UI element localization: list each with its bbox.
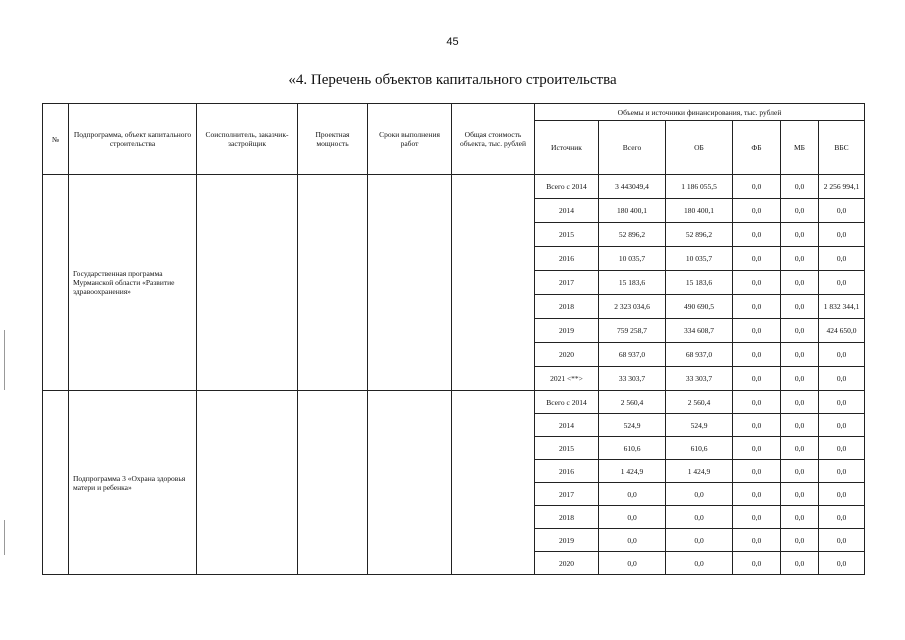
cell-vbs: 424 650,0 [819, 319, 865, 343]
cell-vsego: 1 424,9 [599, 460, 666, 483]
cell-fb: 0,0 [733, 506, 781, 529]
cell-fb: 0,0 [733, 460, 781, 483]
cell-vsego: 180 400,1 [599, 199, 666, 223]
cell-ob: 33 303,7 [666, 367, 733, 391]
cell-ob: 490 690,5 [666, 295, 733, 319]
header-source: Источник [535, 121, 599, 175]
cell-vsego: 10 035,7 [599, 247, 666, 271]
cell-terms [368, 175, 452, 391]
cell-mb: 0,0 [781, 506, 819, 529]
table-header [43, 104, 865, 175]
cell-fb: 0,0 [733, 483, 781, 506]
cell-ob: 524,9 [666, 414, 733, 437]
cell-mb: 0,0 [781, 414, 819, 437]
cell-fb: 0,0 [733, 175, 781, 199]
header-mb: МБ [781, 121, 819, 175]
header-vbs: ВБС [819, 121, 865, 175]
cell-mb: 0,0 [781, 175, 819, 199]
cell-source: 2021 <**> [535, 367, 599, 391]
cell-mb: 0,0 [781, 319, 819, 343]
block-label: Подпрограмма 3 «Охрана здоровья матери и ребенка» [69, 391, 197, 575]
cell-ob: 1 424,9 [666, 460, 733, 483]
cell-fb: 0,0 [733, 295, 781, 319]
table-row [43, 175, 865, 199]
cell-vsego: 15 183,6 [599, 271, 666, 295]
cell-total-cost [452, 175, 535, 391]
cell-fb: 0,0 [733, 437, 781, 460]
cell-num [43, 391, 69, 575]
cell-vsego: 3 443049,4 [599, 175, 666, 199]
scan-margin-mark [4, 520, 5, 555]
cell-vsego: 0,0 [599, 529, 666, 552]
cell-vbs: 2 256 994,1 [819, 175, 865, 199]
cell-source: 2015 [535, 437, 599, 460]
cell-fb: 0,0 [733, 271, 781, 295]
cell-vbs: 0,0 [819, 271, 865, 295]
cell-mb: 0,0 [781, 460, 819, 483]
table-row [43, 391, 865, 414]
cell-fb: 0,0 [733, 247, 781, 271]
cell-ob: 0,0 [666, 529, 733, 552]
cell-vsego: 2 560,4 [599, 391, 666, 414]
cell-fb: 0,0 [733, 552, 781, 575]
cell-ob: 68 937,0 [666, 343, 733, 367]
header-fb: ФБ [733, 121, 781, 175]
cell-mb: 0,0 [781, 483, 819, 506]
cell-ob: 10 035,7 [666, 247, 733, 271]
header-total-cost: Общая стоимость объекта, тыс. рублей [452, 104, 535, 175]
cell-num [43, 175, 69, 391]
cell-ob: 0,0 [666, 552, 733, 575]
cell-ob: 334 608,7 [666, 319, 733, 343]
cell-fb: 0,0 [733, 319, 781, 343]
cell-executor [197, 391, 298, 575]
cell-mb: 0,0 [781, 223, 819, 247]
cell-fb: 0,0 [733, 367, 781, 391]
header-vsego: Всего [599, 121, 666, 175]
cell-ob: 52 896,2 [666, 223, 733, 247]
cell-vbs: 0,0 [819, 483, 865, 506]
cell-vbs: 0,0 [819, 199, 865, 223]
cell-mb: 0,0 [781, 437, 819, 460]
capital-construction-table [42, 103, 865, 575]
cell-vsego: 610,6 [599, 437, 666, 460]
cell-vbs: 0,0 [819, 343, 865, 367]
cell-vsego: 524,9 [599, 414, 666, 437]
cell-ob: 15 183,6 [666, 271, 733, 295]
cell-total-cost [452, 391, 535, 575]
cell-capacity [298, 391, 368, 575]
cell-source: 2020 [535, 552, 599, 575]
cell-vbs: 1 832 344,1 [819, 295, 865, 319]
cell-fb: 0,0 [733, 343, 781, 367]
cell-vsego: 0,0 [599, 552, 666, 575]
cell-vbs: 0,0 [819, 437, 865, 460]
cell-ob: 1 186 055,5 [666, 175, 733, 199]
cell-source: 2018 [535, 295, 599, 319]
cell-executor [197, 175, 298, 391]
cell-vsego: 33 303,7 [599, 367, 666, 391]
cell-source: 2020 [535, 343, 599, 367]
cell-mb: 0,0 [781, 271, 819, 295]
cell-vbs: 0,0 [819, 460, 865, 483]
scan-margin-mark [4, 330, 5, 390]
table-body [43, 175, 865, 575]
cell-vsego: 68 937,0 [599, 343, 666, 367]
block-label: Государственная программа Мурманской области «Развитие здравоохранения» [69, 175, 197, 391]
cell-ob: 610,6 [666, 437, 733, 460]
cell-fb: 0,0 [733, 223, 781, 247]
cell-mb: 0,0 [781, 367, 819, 391]
cell-fb: 0,0 [733, 391, 781, 414]
cell-ob: 180 400,1 [666, 199, 733, 223]
cell-source: 2014 [535, 414, 599, 437]
cell-source: 2017 [535, 271, 599, 295]
cell-vsego: 0,0 [599, 506, 666, 529]
cell-mb: 0,0 [781, 529, 819, 552]
cell-vbs: 0,0 [819, 529, 865, 552]
cell-vbs: 0,0 [819, 367, 865, 391]
cell-vsego: 52 896,2 [599, 223, 666, 247]
header-financing-group: Объемы и источники финансирования, тыс. рублей [535, 104, 865, 121]
cell-source: 2014 [535, 199, 599, 223]
cell-capacity [298, 175, 368, 391]
cell-fb: 0,0 [733, 199, 781, 223]
header-capacity: Проектная мощность [298, 104, 368, 175]
cell-ob: 0,0 [666, 483, 733, 506]
cell-source: 2018 [535, 506, 599, 529]
cell-vbs: 0,0 [819, 247, 865, 271]
cell-mb: 0,0 [781, 391, 819, 414]
cell-mb: 0,0 [781, 247, 819, 271]
cell-vbs: 0,0 [819, 506, 865, 529]
cell-vbs: 0,0 [819, 223, 865, 247]
cell-vsego: 0,0 [599, 483, 666, 506]
cell-ob: 2 560,4 [666, 391, 733, 414]
cell-vbs: 0,0 [819, 391, 865, 414]
header-executor: Соисполнитель, заказчик-застройщик [197, 104, 298, 175]
cell-source: 2019 [535, 529, 599, 552]
cell-source: 2019 [535, 319, 599, 343]
cell-vbs: 0,0 [819, 552, 865, 575]
cell-terms [368, 391, 452, 575]
header-ob: ОБ [666, 121, 733, 175]
cell-source: Всего с 2014 [535, 391, 599, 414]
header-num: № [43, 104, 69, 175]
page-number: 45 [446, 36, 459, 48]
cell-mb: 0,0 [781, 295, 819, 319]
header-terms: Сроки выполнения работ [368, 104, 452, 175]
cell-mb: 0,0 [781, 199, 819, 223]
cell-mb: 0,0 [781, 552, 819, 575]
cell-fb: 0,0 [733, 414, 781, 437]
cell-ob: 0,0 [666, 506, 733, 529]
cell-source: 2016 [535, 460, 599, 483]
cell-fb: 0,0 [733, 529, 781, 552]
cell-vsego: 759 258,7 [599, 319, 666, 343]
header-subprogram: Подпрограмма, объект капитального строительства [69, 104, 197, 175]
cell-source: 2017 [535, 483, 599, 506]
cell-source: 2015 [535, 223, 599, 247]
cell-source: 2016 [535, 247, 599, 271]
cell-mb: 0,0 [781, 343, 819, 367]
cell-vsego: 2 323 034,6 [599, 295, 666, 319]
document-title: «4. Перечень объектов капитального строительства [288, 72, 617, 88]
cell-source: Всего с 2014 [535, 175, 599, 199]
cell-vbs: 0,0 [819, 414, 865, 437]
